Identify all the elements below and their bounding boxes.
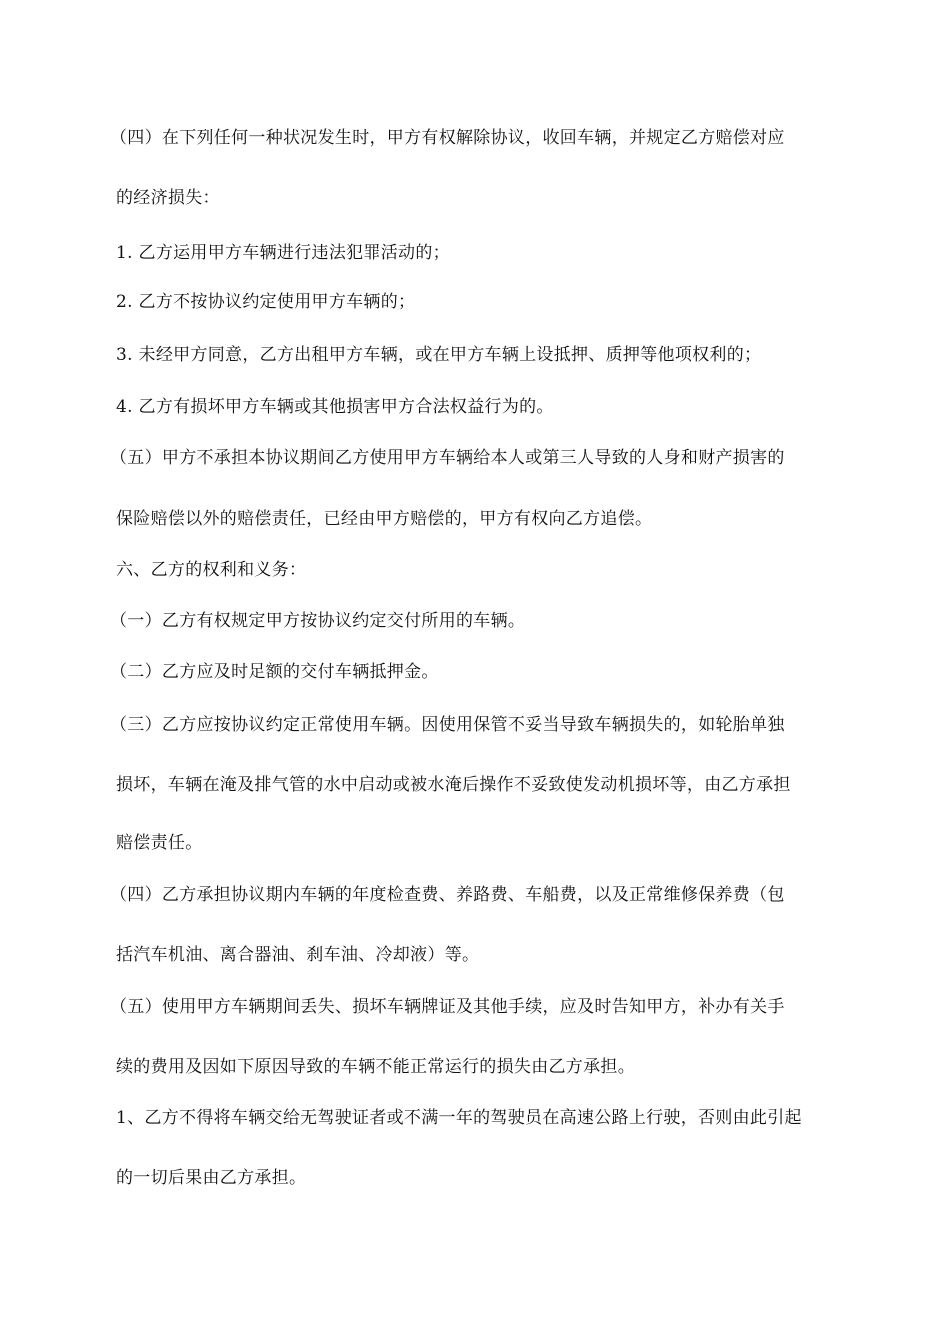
section-6-heading: 六、乙方的权利和义务：	[116, 560, 307, 580]
clause-4-line-2: 的经济损失：	[116, 188, 220, 208]
section-6-item-4-line-2: 括汽车机油、离合器油、刹车油、冷却液）等。	[116, 945, 480, 965]
clause-5-line-2: 保险赔偿以外的赔偿责任，已经由甲方赔偿的，甲方有权向乙方追偿。	[116, 509, 653, 529]
section-6-item-3-line-1: （三）乙方应按协议约定正常使用车辆。因使用保管不妥当导致车辆损失的，如轮胎单独	[110, 715, 785, 735]
section-6-item-1: （一）乙方有权规定甲方按协议约定交付所用的车辆。	[110, 611, 526, 631]
sub-item-1-line-1: 1、乙方不得将车辆交给无驾驶证者或不满一年的驾驶员在高速公路上行驶，否则由此引起	[116, 1108, 802, 1128]
section-6-item-3-line-2: 损坏，车辆在淹及排气管的水中启动或被水淹后操作不妥致使发动机损坏等，由乙方承担	[116, 775, 791, 795]
list-item-4: 4. 乙方有损坏甲方车辆或其他损害甲方合法权益行为的。	[116, 397, 554, 417]
section-6-item-4-line-1: （四）乙方承担协议期内车辆的年度检查费、养路费、车船费，以及正常维修保养费（包	[110, 885, 785, 905]
list-item-2: 2. 乙方不按协议约定使用甲方车辆的；	[116, 292, 416, 312]
clause-4-line-1: （四）在下列任何一种状况发生时，甲方有权解除协议，收回车辆，并规定乙方赔偿对应	[110, 128, 785, 148]
section-6-item-2: （二）乙方应及时足额的交付车辆抵押金。	[110, 662, 439, 682]
section-6-item-5-line-2: 续的费用及因如下原因导致的车辆不能正常运行的损失由乙方承担。	[116, 1057, 635, 1077]
clause-5-line-1: （五）甲方不承担本协议期间乙方使用甲方车辆给本人或第三人导致的人身和财产损害的	[110, 448, 785, 468]
list-item-1: 1. 乙方运用甲方车辆进行违法犯罪活动的；	[116, 243, 450, 263]
section-6-item-5-line-1: （五）使用甲方车辆期间丢失、损坏车辆牌证及其他手续，应及时告知甲方，补办有关手	[110, 997, 785, 1017]
sub-item-1-line-2: 的一切后果由乙方承担。	[116, 1168, 307, 1188]
section-6-item-3-line-3: 赔偿责任。	[116, 833, 203, 853]
list-item-3: 3. 未经甲方同意，乙方出租甲方车辆，或在甲方车辆上设抵押、质押等他项权利的；	[116, 345, 762, 365]
